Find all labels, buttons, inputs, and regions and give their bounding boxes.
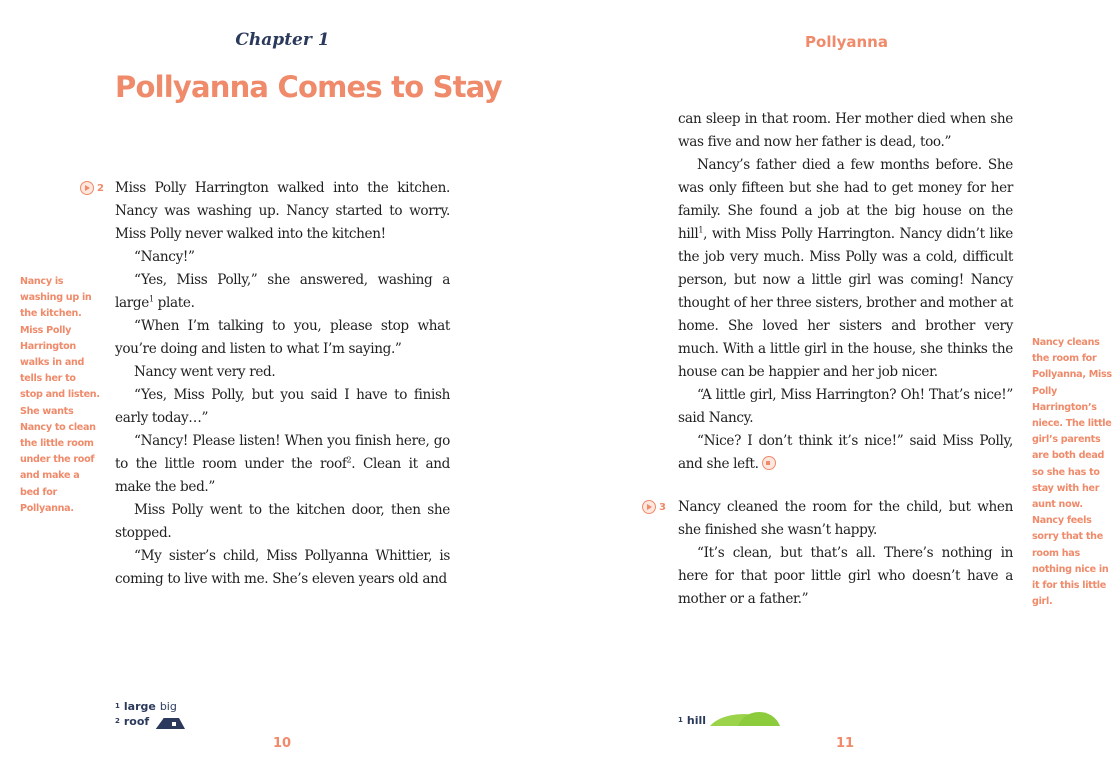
paragraph: “It’s clean, but that’s all. There’s nothing in here for that poor little girl who doesn’t have a mother or a father.” — [678, 545, 1013, 607]
paragraph: “Nancy!” — [134, 249, 195, 265]
audio-track-3[interactable] — [642, 500, 666, 514]
play-circle-icon[interactable] — [80, 181, 94, 195]
paragraph: can sleep in that room. Her mother died when she was five and now her father is dead, too.” — [678, 111, 1013, 150]
right-body-text — [678, 108, 1013, 476]
glossary-number: 1 — [115, 702, 120, 710]
glossary-term: hill — [686, 714, 707, 727]
audio-track-2[interactable] — [80, 181, 104, 195]
track-number: 3 — [659, 501, 666, 513]
paragraph — [678, 430, 1013, 476]
paragraph: Nancy cleaned the room for the child, but when she finished she wasn’t happy. — [678, 499, 1013, 538]
paragraph: “When I’m talking to you, please stop what you’re doing and listen to what I’m saying.” — [115, 318, 450, 357]
glossary-number: 1 — [678, 716, 683, 724]
glossary-definition: big — [159, 700, 177, 713]
paragraph-text: “Yes, Miss Polly,” she answered, washing a large — [115, 272, 450, 311]
paragraph-text: “Nancy! Please listen! When you finish here, go to the little room under the roof — [115, 433, 450, 472]
paragraph-text: Nancy’s father died a few months before. She was only fifteen but she had to get money for her family. She found a job at the big house on the hill — [678, 157, 1013, 242]
right-body-text-2 — [678, 496, 1013, 611]
paragraph: “My sister’s child, Miss Pollyanna Whittier, is coming to live with me. She’s eleven years old and — [115, 548, 450, 587]
hill-illustration — [707, 712, 781, 726]
paragraph — [678, 154, 1013, 384]
paragraph — [115, 269, 450, 315]
footnote-ref[interactable]: 2 — [346, 455, 352, 465]
margin-summary-note: Nancy cleans the room for Pollyanna, Miss Polly Harrington’s niece. The little girl’s parents are both dead so she has to stay with her aunt now. Nancy feels sorry that the room has nothing nice in it for this little girl. — [1032, 337, 1112, 608]
paragraph: Miss Polly went to the kitchen door, then she stopped. — [115, 502, 450, 541]
chapter-label: Chapter 1 — [235, 30, 330, 50]
glossary-term: large — [123, 700, 156, 713]
running-head: Pollyanna — [805, 33, 888, 51]
paragraph: Miss Polly Harrington walked into the kitchen. Nancy was washing up. Nancy started to worry. Miss Polly never walked into the kitchen! — [115, 180, 450, 242]
glossary — [115, 699, 185, 729]
roof-icon — [155, 717, 185, 729]
right-page — [559, 0, 1118, 768]
play-circle-icon[interactable] — [642, 500, 656, 514]
glossary — [678, 713, 710, 728]
paragraph: “Yes, Miss Polly, but you said I have to finish early today…” — [115, 387, 450, 426]
page-number: 10 — [272, 736, 292, 751]
glossary-item — [115, 699, 185, 714]
paragraph-text: , with Miss Polly Harrington. Nancy didn’t like the job very much. Miss Polly was a cold, difficult person, but now a little girl was coming! Nancy thought of her three sisters, brother and mother at home. She loved her sisters and brother very much. With a little girl in the house, she thinks the house can be happier and her job nicer. — [678, 226, 1013, 380]
paragraph — [115, 430, 450, 499]
paragraph-text: . Clean it and make the bed.” — [115, 456, 450, 495]
paragraph-text: plate. — [153, 295, 195, 311]
footnote-ref[interactable]: 1 — [698, 225, 704, 235]
glossary-item — [115, 714, 185, 729]
glossary-number: 2 — [115, 717, 120, 725]
footnote-ref[interactable]: 1 — [148, 294, 154, 304]
paragraph: “A little girl, Miss Harrington? Oh! That’s nice!” said Nancy. — [678, 387, 1013, 426]
track-number: 2 — [97, 182, 104, 194]
page-number: 11 — [835, 736, 855, 751]
stop-circle-icon[interactable] — [762, 456, 776, 470]
left-body-text — [115, 177, 450, 591]
glossary-term: roof — [123, 715, 150, 728]
glossary-item — [678, 713, 710, 728]
chapter-title: Pollyanna Comes to Stay — [115, 70, 502, 104]
paragraph-text: “Nice? I don’t think it’s nice!” said Miss Polly, and she left. — [678, 433, 1013, 472]
paragraph: Nancy went very red. — [134, 364, 276, 380]
margin-summary-note: Nancy is washing up in the kitchen. Miss Polly Harrington walks in and tells her to stop and listen. She wants Nancy to clean the little room under the roof and make a bed for Pollyanna. — [20, 276, 100, 514]
